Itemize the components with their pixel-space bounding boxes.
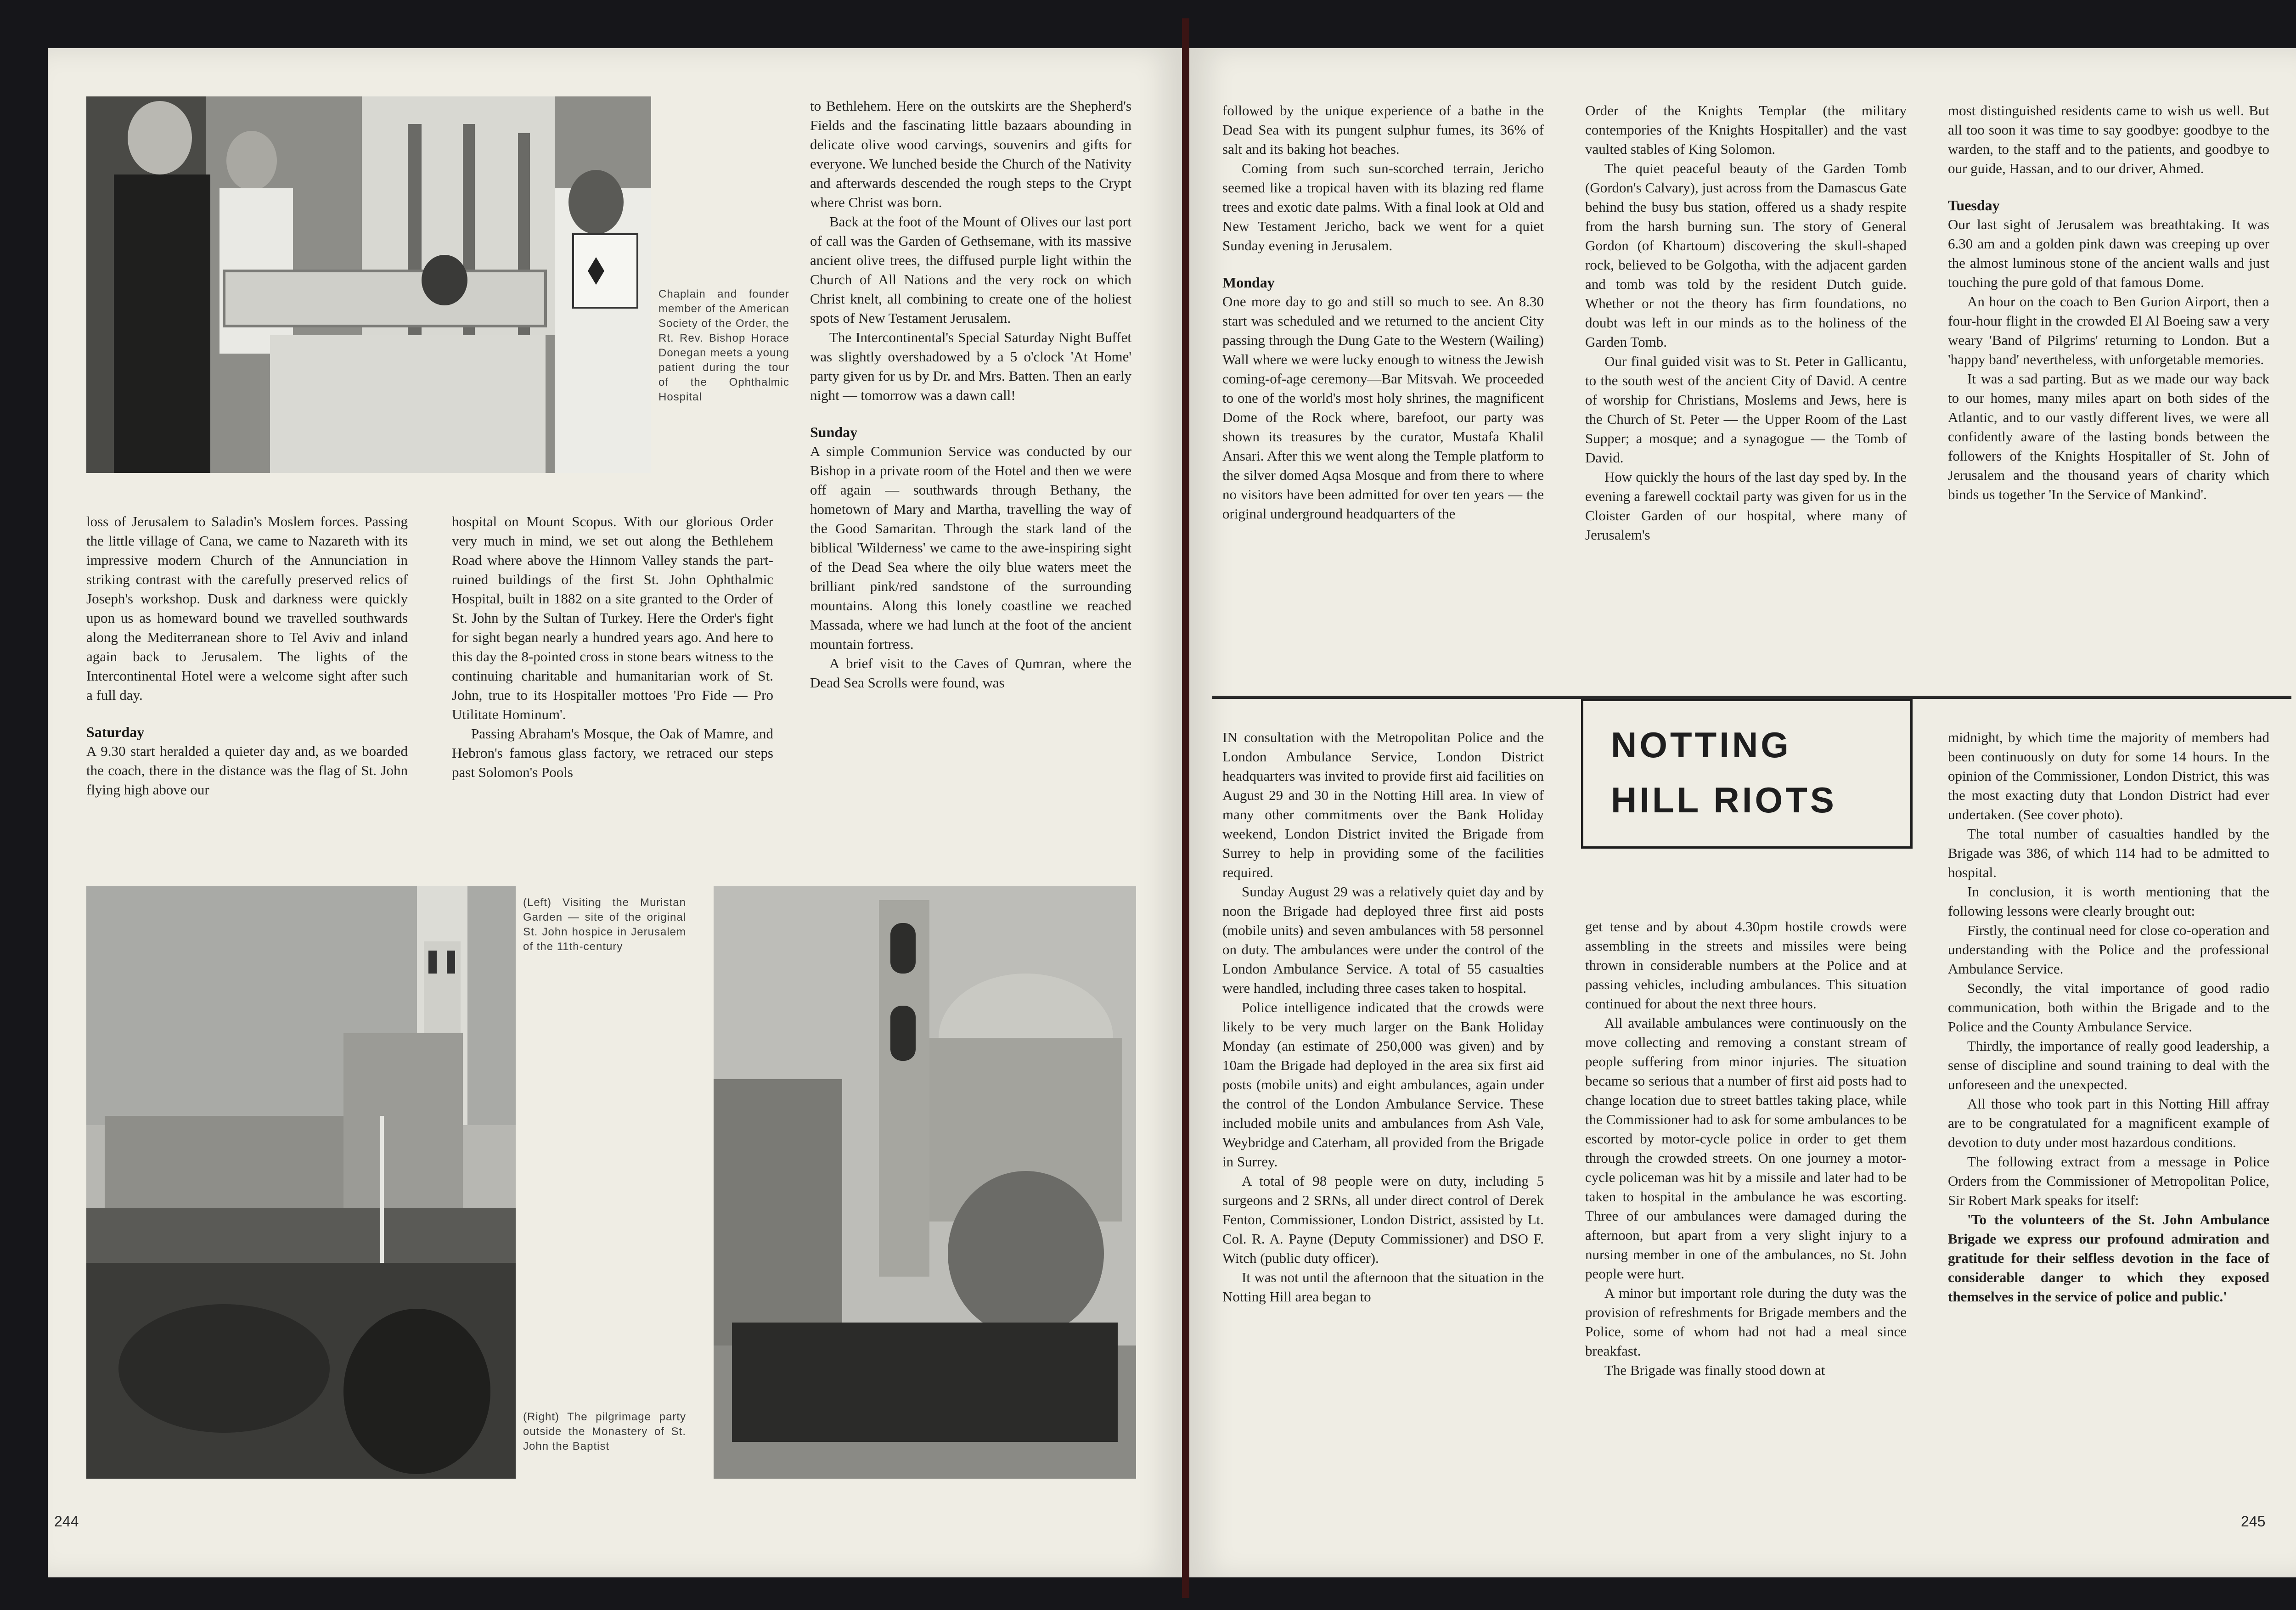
paragraph: Our last sight of Jerusalem was breathtaking. It was 6.30 am and a golden pink dawn was creeping up over the almost luminous stone of the ancient walls and just touching the pure gold of that famous Dome.: [1948, 216, 2269, 290]
paragraph: Secondly, the vital importance of good radio communication, both within the Brigade and to the Police and the County Ambulance Service.: [1948, 980, 2269, 1035]
paragraph: Coming from such sun-scorched terrain, Jericho seemed like a tropical haven with its blazing red flame trees and exotic date palms. With a final look at Old and New Testament Jericho, back we went for a quiet Sunday evening in Jerusalem.: [1222, 160, 1544, 253]
paragraph: All those who took part in this Notting Hill affray are to be congratulated for a magnificent example of devotion to duty under most hazardous conditions.: [1948, 1096, 2269, 1150]
binding-gutter: [1182, 18, 1189, 1598]
heading-sunday: Sunday: [810, 424, 858, 440]
caption-garden: (Left) Visiting the Muristan Garden — site of the original St. John hospice in Jerusalem of the 11th-century: [523, 896, 686, 953]
page-number-left: 244: [54, 1513, 79, 1530]
paragraph: The quiet peaceful beauty of the Garden Tomb (Gordon's Calvary), just across from the Damascus Gate behind the busy bus station, offered us a shady respite from the harsh burning sun. The story of General Gordon (of Khartoum) discovering the skull-shaped rock, believed to be Golgotha, with the adjacent garden and tomb was told by the resident Dutch guide. Whether or not the theory has firm foundations, no doubt was left in our minds as to the holiness of the Garden Tomb.: [1585, 160, 1907, 350]
paragraph: Firstly, the continual need for close co-operation and understanding with the Police and the professional Ambulance Service.: [1948, 922, 2269, 977]
paragraph: loss of Jerusalem to Saladin's Moslem forces. Passing the little village of Cana, we came to Nazareth with its impressive modern Church of the Annunciation in striking contrast with the carefully preserved relics of Joseph's workshop. Dusk and darkness were quickly upon us as homeward bound we travelled southwards along the Mediterranean shore to Tel Aviv and inland again back to Jerusalem. The lights of the Intercontinental Hotel were a welcome sight after such a full day.: [86, 513, 408, 703]
paragraph: Back at the foot of the Mount of Olives our last port of call was the Garden of Gethsemane, with its massive ancient olive trees, the diffused purple light within the Church of All Nations and the very rock on which Christ knelt, all combining to create one of the holiest spots of New Testament Jerusalem.: [810, 214, 1131, 326]
police-quote: 'To the volunteers of the St. John Ambulance Brigade we express our profound admiration and gratitude for their selfless devotion in the face of considerable danger to which they exposed themselves in the service of police and public.': [1948, 1211, 2269, 1305]
paragraph: Thirdly, the importance of really good leadership, a sense of discipline and sound training to deal with the unforeseen and the unexpected.: [1948, 1038, 2269, 1092]
paragraph: The following extract from a message in Police Orders from the Commissioner of Metropolitan Police, Sir Robert Mark speaks for itself:: [1948, 1154, 2269, 1208]
photo-hospital-ward-icon: [86, 96, 651, 473]
riots-column-1: [1222, 728, 1544, 1306]
paragraph: One more day to go and still so much to see. An 8.30 start was scheduled and we returned to the ancient City passing through the Dung Gate to the Western (Wailing) Wall where we were lucky enough to witness the Jewish coming-of-age ceremony—Bar Mitsvah. We proceeded to one of the world's most holy shrines, the magnificent Dome of the Rock where, barefoot, our party was shown its treasures by the curator, Mustafa Khalil Ansari. After this we went along the Temple platform to the silver domed Aqsa Mosque and from there to where no visitors have been admitted for over ten years — the original underground headquarters of the: [1222, 293, 1544, 522]
riots-headline-box: [1581, 699, 1913, 849]
caption-monastery: (Right) The pilgrimage party outside the Monastery of St. John the Baptist: [523, 1411, 686, 1452]
paragraph: IN consultation with the Metropolitan Police and the London Ambulance Service, London District headquarters was invited to provide first aid facilities on August 29 and 30 in the Notting Hill area. In view of many other commitments over the Bank Holiday weekend, London District invited the Brigade from Surrey to help in providing some of the facilities required.: [1222, 729, 1544, 880]
right-column-1: [1222, 101, 1544, 524]
riots-column-3: [1948, 728, 2269, 1306]
paragraph: midnight, by which time the majority of members had been continuously on duty for some 14 hours. In the opinion of the Commissioner, London District, this was the most exacting duty that London District had ever undertaken. (See cover photo).: [1948, 729, 2269, 822]
caption-hospital: Chaplain and founder member of the American Society of the Order, the Rt. Rev. Bishop Horace Donegan meets a young patient during the tour of the Ophthalmic Hospital: [658, 288, 789, 403]
left-column-1: [86, 512, 408, 799]
left-column-3: [810, 96, 1131, 692]
paragraph: Our final guided visit was to St. Peter in Gallicantu, to the south west of the ancient City of David. A centre of worship for Christians, Moslems and Jews, here is the Church of St. Peter — the Upper Room of the Last Supper; a mosque; and a synagogue — the Tomb of David.: [1585, 353, 1907, 466]
paragraph: The Brigade was finally stood down at: [1604, 1362, 1825, 1378]
paragraph: to Bethlehem. Here on the outskirts are the Shepherd's Fields and the fascinating little bazaars abounding in delicate olive wood carvings, souvenirs and gifts for everyone. We lunched beside the Church of the Nativity and afterwards descended the rough steps to the Crypt where Christ was born.: [810, 98, 1131, 210]
photo-muristan-garden: [86, 886, 516, 1479]
paragraph: Police intelligence indicated that the crowds were likely to be very much larger on the Bank Holiday Monday (an estimate of 250,000 was given) and by 10am the Brigade had deployed in the area six first aid posts (mobile units) and eight ambulances, again under the control of the London Ambulance Service. These included mobile units and ambulances from Ash Vale, Weybridge and Caterham, all provided from the Brigade in Surrey.: [1222, 999, 1544, 1170]
paragraph: It was not until the afternoon that the situation in the Notting Hill area began to: [1222, 1269, 1544, 1305]
section-divider: [1212, 696, 2291, 699]
paragraph: most distinguished residents came to wish us well. But all too soon it was time to say goodbye: goodbye to the warden, to the staff and to the patients, and goodbye to our guide, Hassan, and to our driver, Ahmed.: [1948, 102, 2269, 176]
paragraph: Order of the Knights Templar (the military contempories of the Knights Hospitaller) and the vast vaulted stables of King Solomon.: [1585, 102, 1907, 157]
paragraph: All available ambulances were continuously on the move collecting and removing a constant stream of people suffering from minor injuries. The situation became so serious that a number of first aid posts had to change location due to street battles taking place, while the Commissioner had to ask for some ambulances to be escorted by motor-cycle police in order to get them through the crowded streets. On one journey a motor-cycle policeman was hit by a missile and later had to be taken to hospital in the ambulance he was escorting. Three of our ambulances were damaged during the afternoon, but apart from a very slight injury to a nursing member in one of the ambulances, no St. John people were hurt.: [1585, 1015, 1907, 1282]
paragraph: followed by the unique experience of a bathe in the Dead Sea with its pungent sulphur fumes, its 36% of salt and its baking hot beaches.: [1222, 102, 1544, 157]
paragraph: It was a sad parting. But as we made our way back to our homes, many miles apart on both sides of the Atlantic, and to our vastly different lives, we were all confidently aware of the lasting bonds between the followers of the Knights Hospitaller of St. John of Jerusalem and the thousand years of charity which binds us together 'In the Service of Mankind'.: [1948, 371, 2269, 502]
paragraph: The Intercontinental's Special Saturday Night Buffet was slightly overshadowed by a 5 o'clock 'At Home' party given for us by Dr. and Mrs. Batten. Then an early night — tomorrow was a dawn call!: [810, 329, 1131, 403]
heading-saturday: Saturday: [86, 724, 145, 740]
left-column-2: [452, 512, 773, 782]
right-column-3: [1948, 101, 2269, 504]
riots-column-2: [1585, 917, 1907, 1380]
photo-hospital-ward: [86, 96, 651, 473]
right-column-2: [1585, 101, 1907, 545]
paragraph: get tense and by about 4.30pm hostile crowds were assembling in the streets and missiles were being thrown in considerable numbers at the Police and at passing vehicles, including ambulances. This situation continued for about the next three hours.: [1585, 918, 1907, 1012]
paragraph: Sunday August 29 was a relatively quiet day and by noon the Brigade had deployed three first aid posts (mobile units) and seven ambulances with 58 personnel on duty. The ambulances were under the control of the London Ambulance Service. A total of 55 casualties were handled, including three cases taken to hospital.: [1222, 884, 1544, 996]
heading-monday: Monday: [1222, 274, 1275, 291]
heading-tuesday: Tuesday: [1948, 197, 2000, 214]
paragraph: A minor but important role during the duty was the provision of refreshments for Brigade members and the Police, some of whom had not had a meal since breakfast.: [1585, 1285, 1907, 1359]
paragraph: hospital on Mount Scopus. With our glorious Order very much in mind, we set out along the Bethlehem Road where above the Hinnom Valley stands the part-ruined buildings of the first St. John Ophthalmic Hospital, built in 1882 on a site granted to the Order of St. John by the Sultan of Turkey. Here the Order's fight for sight began nearly a hundred years ago. And here to this day the 8-pointed cross in stone bears witness to the continuing charitable and humanitarian work of St. John, true to its Hospitaller mottoes 'Pro Fide — Pro Utilitate Hominum'.: [452, 513, 773, 722]
page-number-right: 245: [2241, 1513, 2266, 1530]
photo-monastery-pilgrims: [714, 886, 1136, 1479]
paragraph: The total number of casualties handled by the Brigade was 386, of which 114 had to be admitted to hospital.: [1948, 826, 2269, 880]
paragraph: In conclusion, it is worth mentioning that the following lessons were clearly brought out:: [1948, 884, 2269, 919]
headline-line-2: HILL RIOTS: [1611, 780, 1837, 820]
paragraph: A brief visit to the Caves of Qumran, where the Dead Sea Scrolls were found, was: [810, 655, 1131, 691]
paragraph: Passing Abraham's Mosque, the Oak of Mamre, and Hebron's famous glass factory, we retraced our steps past Solomon's Pools: [452, 726, 773, 780]
photo-monastery-pilgrims-icon: [714, 886, 1136, 1479]
paragraph: How quickly the hours of the last day sped by. In the evening a farewell cocktail party was given for us in the Cloister Garden of our hospital, where many of Jerusalem's: [1585, 469, 1907, 543]
left-page: [48, 48, 1182, 1577]
paragraph: An hour on the coach to Ben Gurion Airport, then a four-hour flight in the crowded El Al Boeing saw a very weary 'Band of Pilgrims' returning to London. But a 'happy band' nevertheless, with unforgetable memories.: [1948, 293, 2269, 367]
photo-muristan-garden-icon: [86, 886, 516, 1479]
paragraph: A 9.30 start heralded a quieter day and, as we boarded the coach, there in the distance was the flag of St. John flying high above our: [86, 743, 408, 798]
paragraph: A simple Communion Service was conducted by our Bishop in a private room of the Hotel and then we were off again — southwards through Bethany, the hometown of Mary and Martha, travelling the way of the Good Samaritan. Through the stark land of the biblical 'Wilderness' we came to the awe-inspiring sight of the Dead Sea where the oily blue waters meet the brilliant pink/red sandstone of the surrounding mountains. Along this lonely coastline we reached Massada, where we had lunch at the foot of the ancient mountain fortress.: [810, 443, 1131, 652]
paragraph: A total of 98 people were on duty, including 5 surgeons and 2 SRNs, all under direct control of Derek Fenton, Commissioner, London District, assisted by Lt. Col. R. A. Payne (Deputy Commissioner) and DSO F. Witch (public duty officer).: [1222, 1173, 1544, 1266]
headline-line-1: NOTTING: [1611, 725, 1791, 765]
